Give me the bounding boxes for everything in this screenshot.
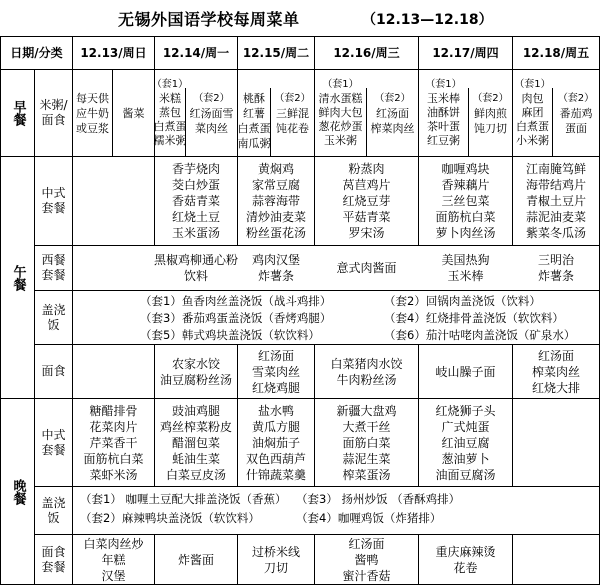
dish-text: 油焖茄子 [251, 435, 300, 450]
dish-text: 饨刀切 [474, 121, 507, 135]
dish-text: 白煮蛋 [153, 120, 187, 133]
meal-label-lunch [1, 157, 34, 398]
dish-text: 面筋杭白菜 [83, 451, 144, 466]
breakfast-wed-set2 [367, 70, 418, 156]
lunch-chinese-wed [315, 157, 418, 245]
lunch-noodle-wed [315, 345, 418, 398]
lunch-rice-combo-3: （套3）番茄鸡蛋盖浇饭（香烤鸡腿） [140, 311, 332, 325]
dinner-chinese-sun [73, 399, 154, 486]
dish-text: 油酥饼 [427, 106, 460, 119]
dish-text: 美国热狗 [441, 253, 490, 267]
dish-text: 红汤面雪 [189, 106, 234, 120]
lunch-rice-combo-2: （套2）回锅肉盖浇饭（饮料） [384, 294, 541, 308]
dish-text: 罗宋汤 [348, 226, 385, 240]
header-day-mon: 12.14/周一 [162, 45, 230, 60]
dish-text: 咖喱鸡块 [441, 162, 490, 176]
dish-text: 豉油鸡腿 [171, 403, 220, 418]
dish-text: 玉米粥 [324, 134, 357, 147]
dish-text: 莴苣鸡片 [342, 178, 391, 192]
dish-text: 红汤面 [257, 348, 294, 363]
dish-text: 茶叶蛋 [427, 120, 460, 133]
dish-text: 菜虾米汤 [89, 467, 138, 482]
lunch-chinese-tue [238, 157, 314, 245]
date-range: （12.13—12.18） [362, 12, 493, 28]
category-lunch-western: 西餐套餐 [41, 253, 66, 282]
grid-line [34, 290, 600, 291]
dish-text: 茭白炒蛋 [171, 178, 220, 192]
set-label: （套2） [557, 92, 595, 104]
dish-text: 小米粥 [516, 134, 549, 147]
dish-text: 紫菜冬瓜汤 [525, 226, 586, 240]
grid-line [512, 398, 513, 486]
dinner-chinese-wed [315, 399, 418, 486]
breakfast-thu-set1 [419, 70, 468, 156]
dish-text: 花菜肉片 [89, 419, 138, 434]
dish-text: 花卷 [453, 560, 478, 575]
dish-text: 南瓜粥 [237, 137, 271, 150]
dish-text: 麻团 [521, 106, 544, 119]
dish-text: 意式肉酱面 [336, 261, 397, 275]
dish-text: 红烧大排 [531, 380, 580, 395]
dish-text: 玉米棒 [447, 269, 484, 283]
dish-text: 酱鸭 [354, 552, 379, 567]
dinner-noodle-tue [238, 535, 314, 584]
header-day-thu: 12.17/周四 [432, 45, 499, 60]
dish-text: 海带结鸡片 [525, 178, 586, 192]
dinner-chinese-tue [238, 399, 314, 486]
header-day-sun: 12.13/周日 [80, 45, 147, 60]
dish-text: 白煮蛋 [516, 120, 549, 133]
dish-text: 蜜汁香菇 [342, 568, 391, 583]
dish-text: 萝卜肉丝汤 [435, 226, 496, 240]
dish-text: 榨菜蛋汤 [342, 467, 391, 482]
dish-text: 红薯 [243, 107, 265, 120]
dish-text: 香芋烧肉 [171, 162, 220, 176]
lunch-noodle-tue [238, 345, 314, 398]
header-day-wed: 12.16/周三 [333, 45, 400, 60]
dish-text: 鲜肉煎 [474, 106, 507, 120]
lunch-rice-combo-5: （套5）韩式鸡块盖浇饭（软饮料） [140, 328, 320, 342]
dinner-chinese-mon [155, 399, 237, 486]
lunch-noodle-thu [419, 345, 512, 398]
dish-text: 芹菜香干 [89, 435, 138, 450]
dinner-chinese-thu [419, 399, 512, 486]
set-label: （套1） [514, 79, 551, 90]
header-day-fri: 12.18/周五 [522, 45, 590, 60]
dish-text: 米糕 [159, 92, 181, 105]
set-label: （套2） [472, 92, 509, 104]
dish-text: 白菜猪肉水饺 [330, 356, 403, 371]
dish-text: 白菜肉丝炒 [83, 536, 144, 551]
category-lunch-chinese: 中式套餐 [41, 186, 66, 215]
dish-text: 面筋杭白菜 [435, 210, 496, 224]
set-label: （套1） [151, 79, 189, 90]
lunch-noodle-fri [513, 345, 599, 398]
set-label: （套1） [322, 79, 359, 90]
dish-text: 粉丝蛋花汤 [245, 226, 306, 240]
dish-text: 桃酥 [243, 92, 265, 105]
dish-text: 肉包 [521, 92, 544, 105]
dish-text: 黑椒鸡柳通心粉 [154, 253, 239, 267]
breakfast-mon-set1 [151, 70, 189, 156]
dish-text: 香菇青菜 [171, 194, 220, 208]
header-corner: 日期/分类 [10, 45, 63, 60]
dish-text: 红豆粥 [427, 134, 460, 147]
dish-text: 榨菜肉丝 [531, 364, 580, 379]
category-lunch-noodle: 面食 [41, 364, 66, 378]
lunch-western-tue [238, 246, 314, 290]
dish-text: 重庆麻辣烫 [435, 544, 496, 559]
set-label: （套1） [425, 79, 462, 90]
breakfast-mon-set2 [186, 70, 237, 156]
lunch-western-mon [155, 246, 237, 290]
breakfast-wed-set1 [315, 70, 366, 156]
dish-text: 蒸包 [159, 106, 181, 119]
meal-label-text: 早餐 [10, 100, 26, 126]
dish-text: 广式炖蛋 [441, 419, 490, 434]
lunch-rice-combo-4: （套4）红烧排骨盖浇饭（软饮料） [384, 311, 564, 325]
dish-text: 饨花卷 [276, 121, 309, 135]
dish-text: 三鲜混 [276, 106, 309, 120]
header-day-tue: 12.15/周二 [242, 45, 310, 60]
breakfast-sun-b: 酱菜 [122, 106, 145, 120]
lunch-chinese-thu [419, 157, 512, 245]
breakfast-tue-set1 [238, 70, 270, 156]
dish-text: 红烧狮子头 [435, 403, 496, 418]
dish-text: 岐山臊子面 [435, 364, 496, 379]
dish-text: 菜肉丝 [195, 121, 228, 135]
dish-text: 鸡丝榨菜粉皮 [159, 419, 232, 434]
dish-text: 香辣藕片 [441, 178, 490, 192]
dish-text: 青椒土豆片 [525, 194, 586, 208]
dish-text: 面筋白菜 [342, 435, 391, 450]
meal-label-breakfast [1, 70, 34, 156]
dish-text: 油豆腐粉丝汤 [159, 372, 232, 387]
dish-text: 黄瓜方腿 [251, 419, 300, 434]
dish-text: 红油豆腐 [441, 435, 490, 450]
dish-text: 红烧土豆 [171, 210, 220, 224]
dish-text: 鲜肉大包 [318, 106, 363, 119]
dish-text: 家常豆腐 [251, 178, 300, 192]
dish-text: 牛肉粉丝汤 [336, 372, 397, 387]
dinner-noodle-thu [419, 535, 512, 584]
dish-text: 番茄鸡 [559, 106, 593, 120]
dish-text: 双色西葫芦 [245, 451, 306, 466]
dinner-noodle-sun [73, 535, 154, 584]
breakfast-tue-set2 [271, 70, 314, 156]
meal-label-text: 晚餐 [10, 478, 26, 505]
dish-text: 每天供 [76, 91, 109, 105]
grid-line [512, 534, 513, 585]
dish-text: 什锦蔬菜羹 [245, 467, 306, 482]
dish-text: 新疆大盘鸡 [336, 403, 397, 418]
dish-text: 或豆浆 [76, 121, 109, 135]
dish-text: 糖醋排骨 [89, 403, 138, 418]
dish-text: 农家水饺 [171, 356, 220, 371]
dish-text: 饮料 [183, 269, 208, 283]
dish-text: 年糕 [101, 552, 126, 567]
set-label: （套2） [274, 92, 311, 104]
dinner-rice-combo-2: （套2）麻辣鸭块盖浇饭（软饮料） [80, 511, 260, 525]
dish-text: 三明治 [537, 253, 574, 267]
category-dinner-noodle: 面食套餐 [41, 544, 66, 574]
meal-label-dinner [1, 399, 34, 584]
grid-line [34, 486, 600, 487]
set-label: （套2） [374, 92, 411, 104]
breakfast-fri-set1 [513, 70, 552, 156]
dish-text: 清水蛋糕 [318, 92, 363, 105]
dish-text: 汉堡 [101, 568, 126, 583]
dish-text: 刀切 [263, 560, 288, 575]
dish-text: 红汤面 [537, 348, 574, 363]
dinner-noodle-mon [155, 535, 237, 584]
dish-text: 蒜泥油麦菜 [525, 210, 586, 224]
dish-text: 平菇青菜 [342, 210, 391, 224]
category-breakfast: 米粥/面食 [39, 98, 68, 127]
dish-text: 红汤面 [348, 536, 385, 551]
dish-text: 雪菜肉丝 [251, 364, 300, 379]
dish-text: 葱油萝卜 [441, 451, 490, 466]
dish-text: 黄焖鸡 [257, 162, 294, 176]
dish-text: 白菜豆皮汤 [165, 467, 226, 482]
dish-text: 玉米蛋汤 [171, 226, 220, 240]
dish-text: 白煮蛋 [237, 122, 271, 135]
dinner-noodle-wed [315, 535, 418, 584]
breakfast-sun-a [73, 70, 112, 156]
dish-text: 粉蒸肉 [348, 162, 385, 176]
dish-text: 蒜泥生菜 [342, 451, 391, 466]
dish-text: 红汤面 [376, 106, 409, 120]
lunch-rice-combo-1: （套1）鱼香肉丝盖浇饭（战斗鸡排） [140, 294, 332, 308]
page-title: 无锡外国语学校每周菜单 [118, 10, 300, 29]
dish-text: 鸡肉汉堡 [251, 253, 300, 267]
dish-text: 盐水鸭 [257, 403, 294, 418]
dinner-rice-combo-4: （套4）咖喱鸡饭（炸猪排） [296, 511, 442, 525]
dish-text: 炸薯条 [537, 269, 574, 283]
dish-text: 红烧鸡腿 [251, 380, 300, 395]
lunch-chinese-mon [155, 157, 237, 245]
lunch-chinese-fri [513, 157, 599, 245]
breakfast-thu-set2 [469, 70, 512, 156]
meal-label-text: 午餐 [10, 264, 26, 291]
dish-text: 红烧豆芽 [342, 194, 391, 208]
dish-text: 榨菜肉丝 [370, 121, 415, 135]
dish-text: 大煮干丝 [342, 419, 391, 434]
category-lunch-rice: 盖浇饭 [41, 302, 66, 332]
dish-text: 应牛奶 [76, 106, 109, 120]
dish-text: 蚝油生菜 [171, 451, 220, 466]
dish-text: 糯米粥 [153, 134, 187, 147]
lunch-western-thu [419, 246, 512, 290]
dish-text: 蒜蓉海带 [251, 194, 300, 208]
dish-text: 三丝包菜 [441, 194, 490, 208]
lunch-western-fri [513, 246, 599, 290]
dinner-rice-combo-3: （套3） 扬州炒饭 （香酥鸡排） [296, 492, 461, 506]
set-label: （套2） [193, 92, 230, 104]
dish-text: 蛋面 [565, 121, 587, 135]
category-dinner-chinese: 中式套餐 [41, 427, 66, 457]
dish-text: 葱花炒蛋 [318, 120, 363, 133]
dish-text: 玉米棒 [427, 92, 460, 105]
dish-text: 江南腌笃鲜 [525, 162, 586, 176]
lunch-western-wed [315, 246, 418, 290]
dish-text: 过桥米线 [251, 544, 300, 559]
lunch-rice-combo-6: （套6）茄汁咕咾肉盖浇饭（矿泉水） [384, 328, 576, 342]
dinner-rice-combo-1: （套1） 咖喱土豆配大排盖浇饭（香蕉） [80, 492, 287, 506]
dish-text: 油面豆腐汤 [435, 467, 496, 482]
dish-text: 清炒油麦菜 [245, 210, 306, 224]
dish-text: 醋溜包菜 [171, 435, 220, 450]
dish-text: 炸酱面 [177, 552, 214, 567]
lunch-noodle-mon [155, 345, 237, 398]
dish-text: 炸薯条 [257, 269, 294, 283]
breakfast-fri-set2 [553, 70, 599, 156]
category-dinner-rice: 盖浇饭 [41, 495, 66, 525]
